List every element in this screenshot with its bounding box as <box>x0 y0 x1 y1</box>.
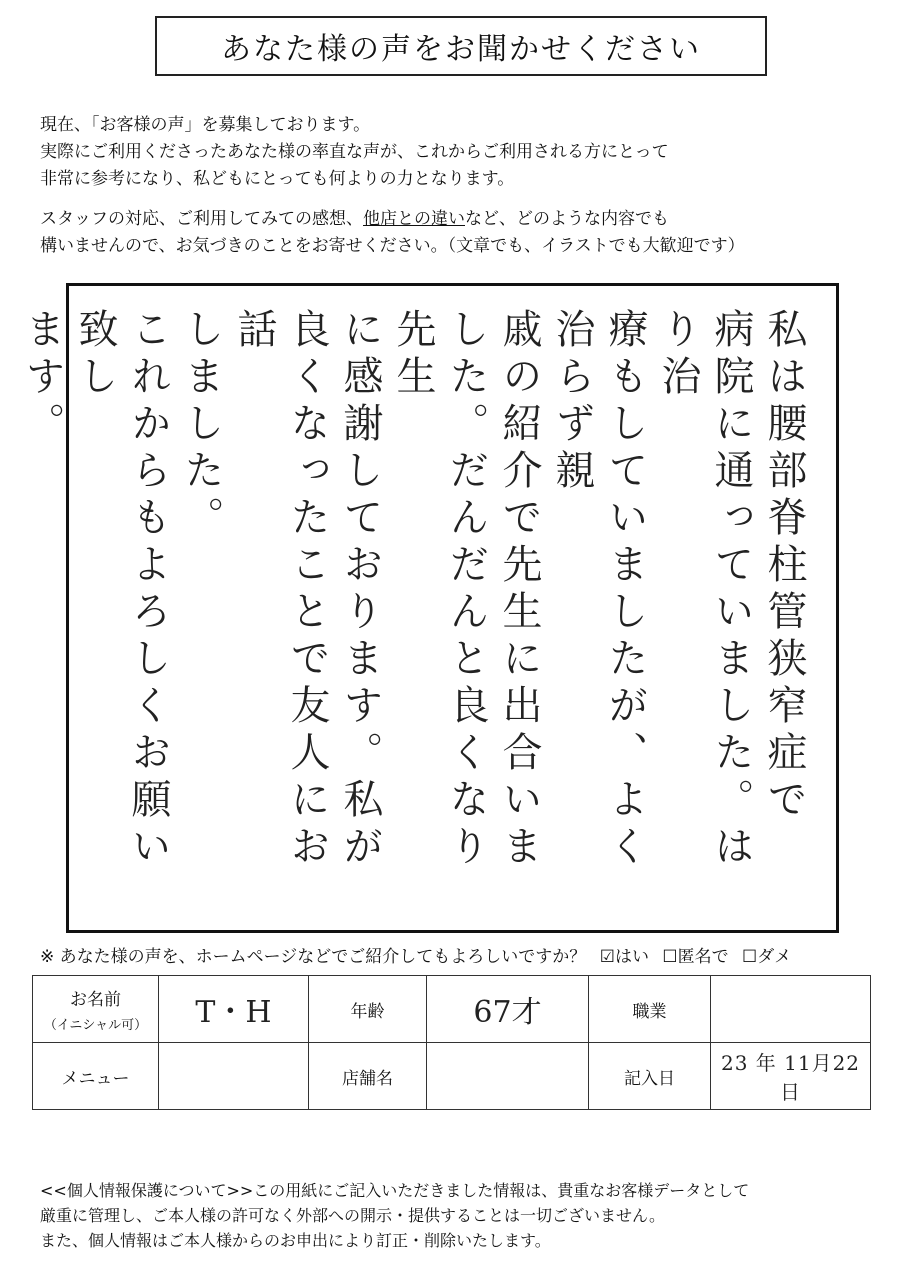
customer-info-table <box>32 975 871 1110</box>
form-title-text: あなた様の声をお聞かせください <box>221 32 701 67</box>
store-label-cell <box>309 1043 427 1110</box>
privacy-line: <<個人情報保護について>>この用紙にご記入いただきました情報は、貴重なお客様データとして <box>40 1181 750 1200</box>
consent-question-text: ※ あなた様の声を、ホームページなどでご紹介してもよろしいですか？ <box>40 947 587 967</box>
intro-line: 実際にご利用くださったあなた様の率直な声が、これからご利用される方にとって <box>40 142 669 162</box>
name-value: T・H <box>195 995 272 1030</box>
request-underlined-phrase: 他店との違い <box>363 209 465 229</box>
job-label-cell <box>589 976 711 1043</box>
store-label: 店舗名 <box>342 1068 393 1089</box>
voice-column: しました。 <box>178 308 224 543</box>
privacy-line: 厳重に管理し、ご本人様の許可なく外部への開示・提供することは一切ございません。 <box>40 1206 665 1225</box>
voice-column: 病院に通っていました。はり治 <box>655 308 754 872</box>
voice-column: これからもよろしくお願い致し <box>72 308 171 872</box>
age-label-cell <box>309 976 427 1043</box>
consent-option-no[interactable]: ☐ダメ <box>742 947 792 967</box>
date-value: 23 年 11月22日 <box>720 1051 861 1104</box>
name-label: お名前 <box>70 990 121 1010</box>
name-value-cell[interactable] <box>159 976 309 1043</box>
voice-column: 戚の紹介で先生に出合いま <box>496 308 542 872</box>
menu-label-cell <box>33 1043 159 1110</box>
voice-column: に感謝しております。私が <box>337 308 383 872</box>
intro-line: 現在、「お客様の声」を募集しております。 <box>40 115 371 135</box>
intro-text <box>40 112 669 193</box>
name-sublabel: （イニシャル可） <box>43 1018 148 1033</box>
date-label-cell <box>589 1043 711 1110</box>
privacy-notice <box>40 1178 749 1253</box>
request-text <box>40 206 745 260</box>
age-value: 67才 <box>473 995 542 1030</box>
table-row <box>33 976 871 1043</box>
request-line-2: 構いませんので、お気づきのことをお寄せください。（文章でも、イラストでも大歓迎です） <box>40 236 745 256</box>
form-title <box>155 16 767 76</box>
store-value-cell[interactable] <box>427 1043 589 1110</box>
request-line-1-pre: スタッフの対応、ご利用してみての感想、 <box>40 209 363 229</box>
table-row <box>33 1043 871 1110</box>
voice-column: 療もしていましたが、よく治らず親 <box>549 308 648 872</box>
age-value-cell[interactable] <box>427 976 589 1043</box>
voice-column: 私は腰部脊柱管狭窄症で <box>761 308 807 825</box>
menu-label: メニュー <box>61 1068 130 1089</box>
name-label-cell <box>33 976 159 1043</box>
date-value-cell[interactable] <box>711 1043 871 1110</box>
consent-option-anonymous[interactable]: ☐匿名で <box>662 947 729 967</box>
intro-line: 非常に参考になり、私どもにとっても何よりの力となります。 <box>40 169 515 189</box>
request-line-1 <box>40 206 745 233</box>
job-label: 職業 <box>632 1001 667 1022</box>
voice-column: ます。 <box>19 308 65 449</box>
customer-voice-box <box>19 283 839 933</box>
consent-question <box>40 942 791 967</box>
date-label: 記入日 <box>624 1068 675 1089</box>
handwritten-voice <box>15 308 810 908</box>
menu-value-cell[interactable] <box>159 1043 309 1110</box>
voice-column: 良くなったことで友人にお話 <box>231 308 330 872</box>
job-value-cell[interactable] <box>711 976 871 1043</box>
request-line-1-post: など、どのような内容でも <box>465 209 669 229</box>
privacy-line: また、個人情報はご本人様からのお申出により訂正・削除いたします。 <box>40 1231 551 1250</box>
age-label: 年齢 <box>350 1001 385 1022</box>
voice-column: した。だんだんと良くなり先生 <box>390 308 489 872</box>
consent-option-yes[interactable]: ☑はい <box>599 947 649 967</box>
